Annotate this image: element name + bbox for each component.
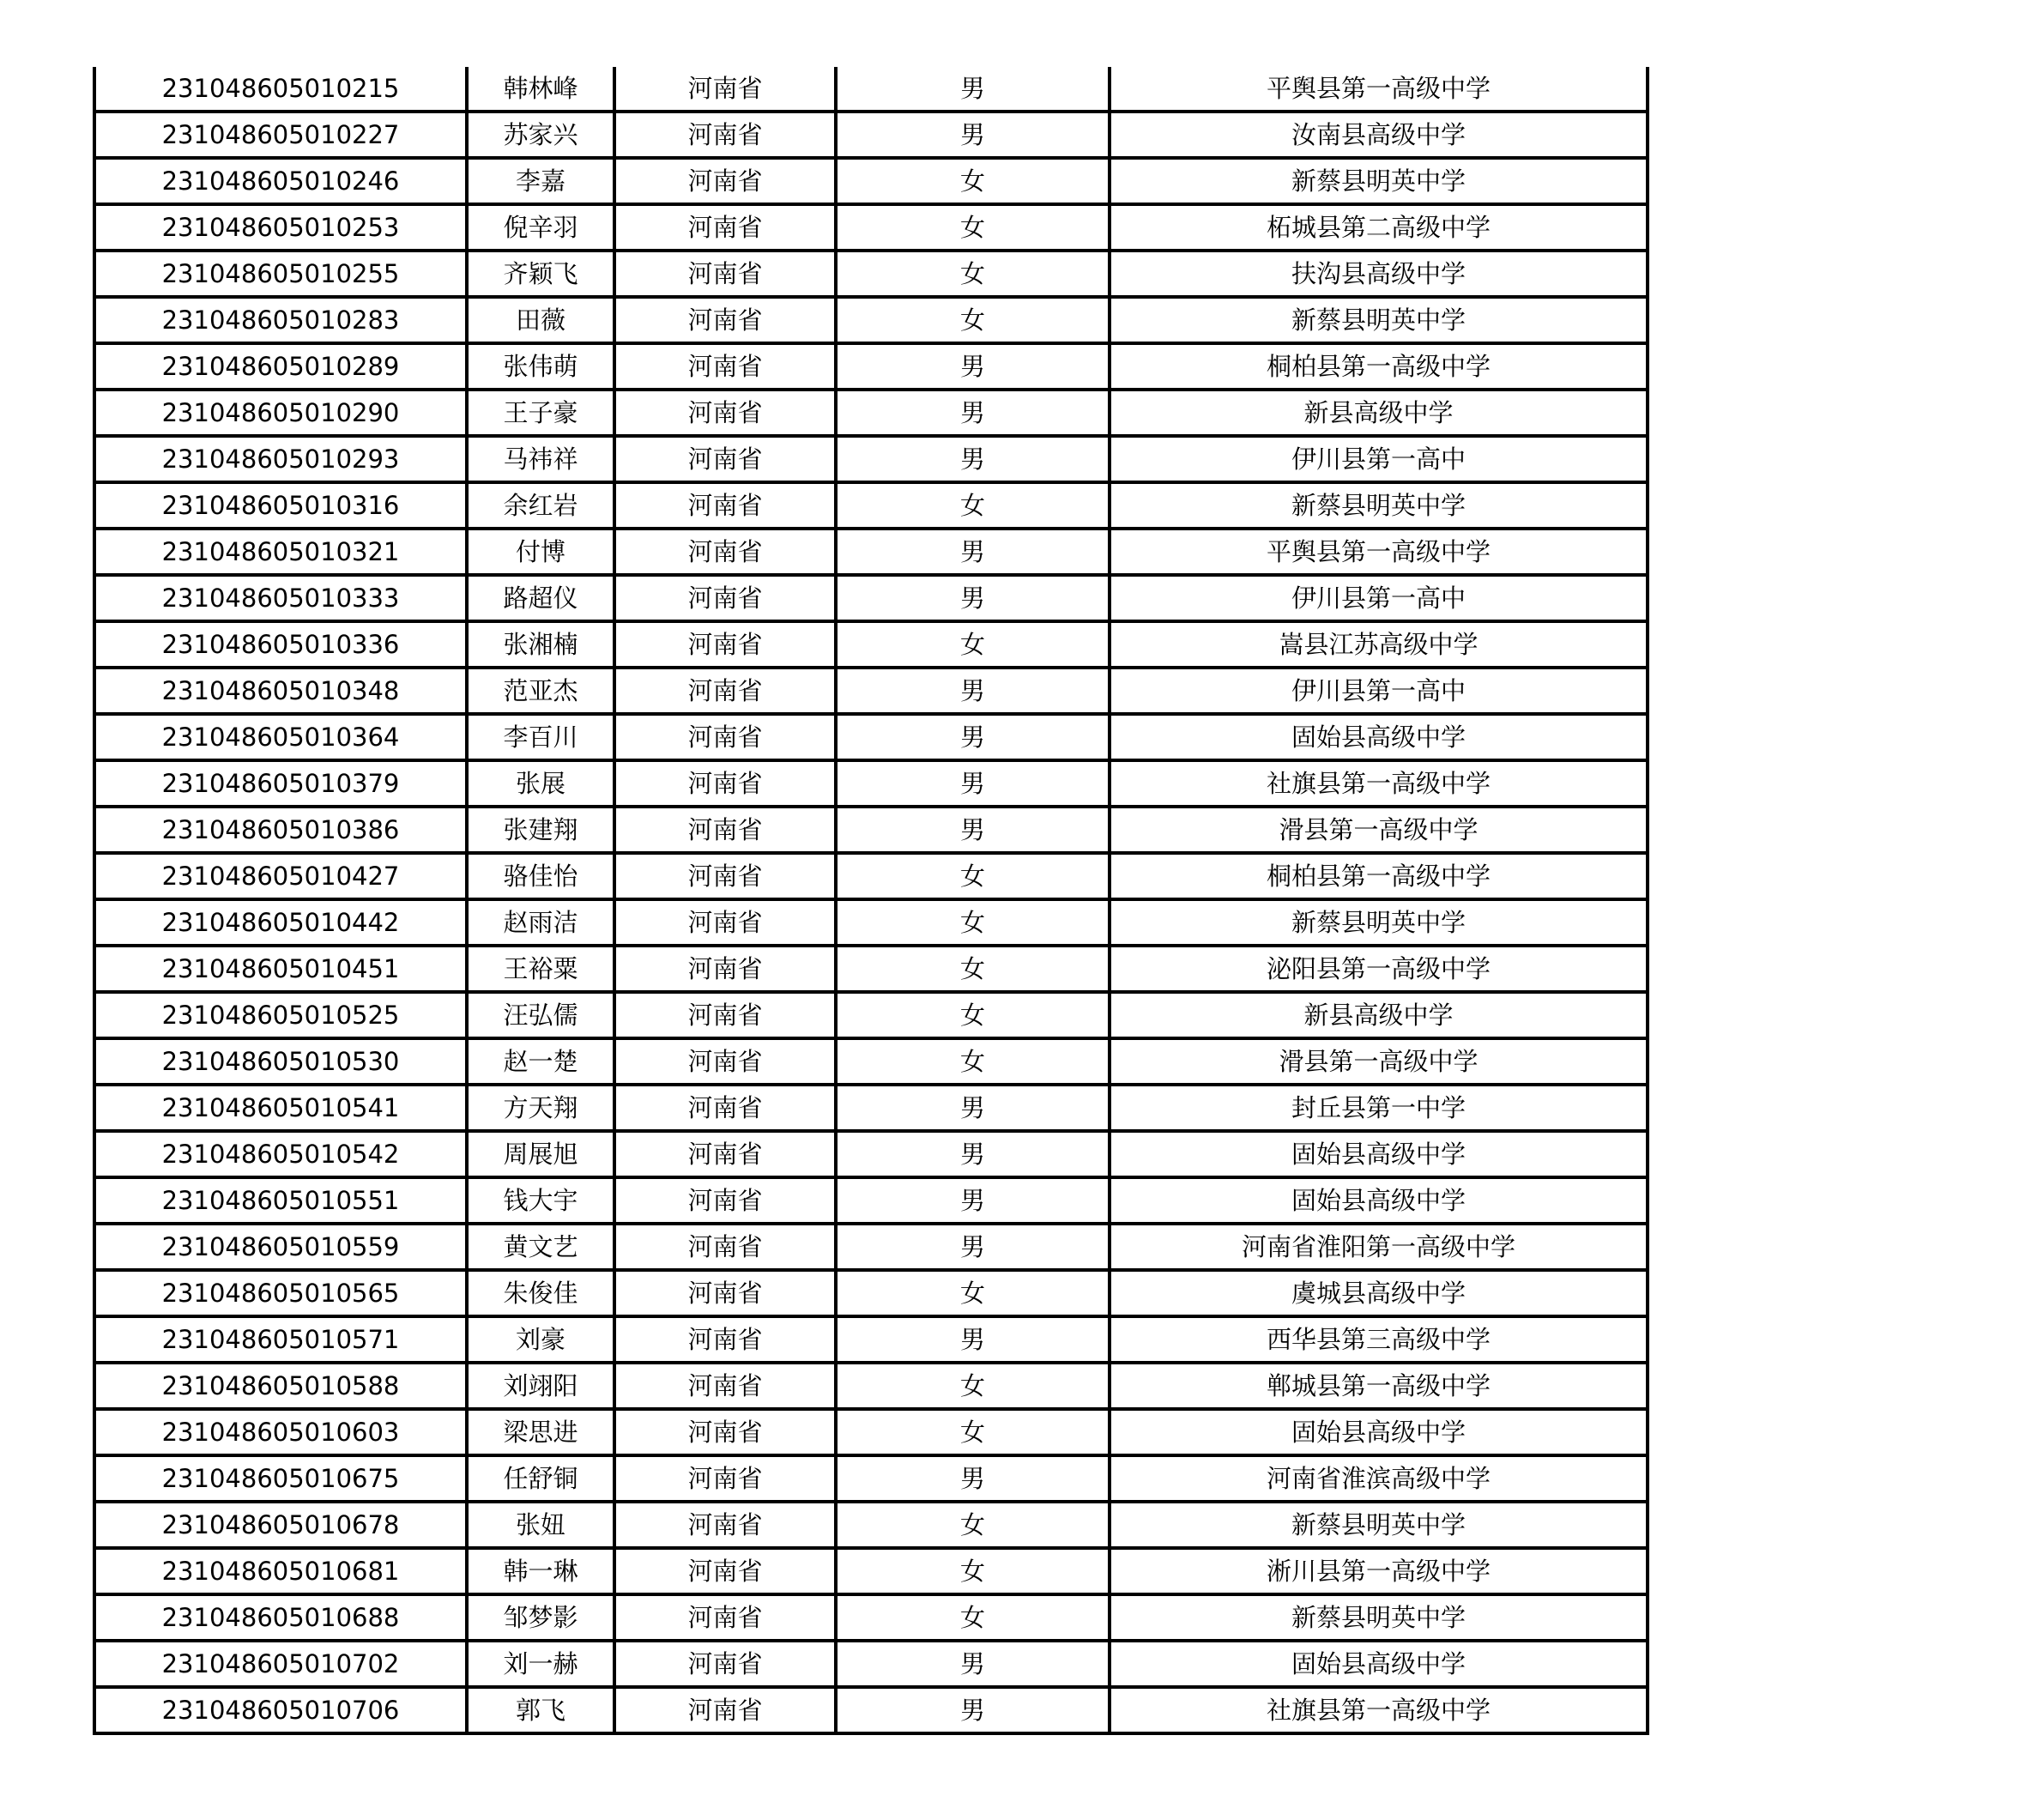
cell-gender: 男 <box>836 1687 1110 1733</box>
cell-id: 231048605010525 <box>94 992 467 1038</box>
table-row <box>94 668 1648 714</box>
cell-id: 231048605010688 <box>94 1594 467 1641</box>
table-row <box>94 1177 1648 1224</box>
cell-school: 滑县第一高级中学 <box>1110 1038 1648 1085</box>
cell-province: 河南省 <box>614 251 836 297</box>
cell-id: 231048605010427 <box>94 853 467 899</box>
cell-name: 苏家兴 <box>467 112 614 158</box>
table-row <box>94 67 1648 112</box>
cell-name: 钱大宇 <box>467 1177 614 1224</box>
cell-school: 社旗县第一高级中学 <box>1110 760 1648 807</box>
cell-school: 伊川县第一高中 <box>1110 575 1648 621</box>
cell-name: 朱俊佳 <box>467 1270 614 1316</box>
table-row <box>94 297 1648 343</box>
cell-name: 张妞 <box>467 1502 614 1548</box>
cell-school: 封丘县第一中学 <box>1110 1085 1648 1131</box>
cell-province: 河南省 <box>614 67 836 112</box>
cell-id: 231048605010551 <box>94 1177 467 1224</box>
cell-school: 社旗县第一高级中学 <box>1110 1687 1648 1733</box>
cell-province: 河南省 <box>614 1363 836 1409</box>
cell-school: 新蔡县明英中学 <box>1110 158 1648 204</box>
cell-province: 河南省 <box>614 482 836 529</box>
cell-gender: 女 <box>836 204 1110 251</box>
cell-school: 固始县高级中学 <box>1110 714 1648 760</box>
cell-gender: 男 <box>836 807 1110 853</box>
cell-id: 231048605010293 <box>94 436 467 482</box>
cell-school: 新蔡县明英中学 <box>1110 899 1648 946</box>
table-row <box>94 1038 1648 1085</box>
cell-province: 河南省 <box>614 112 836 158</box>
cell-school: 扶沟县高级中学 <box>1110 251 1648 297</box>
cell-name: 张展 <box>467 760 614 807</box>
cell-id: 231048605010442 <box>94 899 467 946</box>
cell-name: 韩一琳 <box>467 1548 614 1594</box>
cell-id: 231048605010565 <box>94 1270 467 1316</box>
cell-id: 231048605010675 <box>94 1455 467 1502</box>
table-row <box>94 760 1648 807</box>
cell-school: 伊川县第一高中 <box>1110 436 1648 482</box>
cell-gender: 女 <box>836 899 1110 946</box>
cell-school: 西华县第三高级中学 <box>1110 1316 1648 1363</box>
cell-gender: 女 <box>836 621 1110 668</box>
cell-school: 固始县高级中学 <box>1110 1409 1648 1455</box>
cell-name: 李嘉 <box>467 158 614 204</box>
table-row <box>94 1687 1648 1733</box>
cell-province: 河南省 <box>614 436 836 482</box>
cell-id: 231048605010541 <box>94 1085 467 1131</box>
cell-id: 231048605010316 <box>94 482 467 529</box>
table-row <box>94 714 1648 760</box>
student-table <box>93 67 1649 1735</box>
cell-id: 231048605010290 <box>94 390 467 436</box>
cell-province: 河南省 <box>614 1224 836 1270</box>
cell-gender: 男 <box>836 529 1110 575</box>
cell-id: 231048605010283 <box>94 297 467 343</box>
cell-id: 231048605010706 <box>94 1687 467 1733</box>
table-row <box>94 1409 1648 1455</box>
cell-province: 河南省 <box>614 1270 836 1316</box>
table-row <box>94 158 1648 204</box>
cell-id: 231048605010333 <box>94 575 467 621</box>
cell-gender: 女 <box>836 1270 1110 1316</box>
cell-province: 河南省 <box>614 1409 836 1455</box>
cell-gender: 男 <box>836 1316 1110 1363</box>
cell-school: 固始县高级中学 <box>1110 1131 1648 1177</box>
cell-gender: 男 <box>836 1455 1110 1502</box>
cell-school: 新蔡县明英中学 <box>1110 482 1648 529</box>
cell-name: 王子豪 <box>467 390 614 436</box>
cell-name: 邹梦影 <box>467 1594 614 1641</box>
cell-id: 231048605010336 <box>94 621 467 668</box>
cell-gender: 男 <box>836 436 1110 482</box>
cell-gender: 男 <box>836 1177 1110 1224</box>
cell-gender: 男 <box>836 1224 1110 1270</box>
cell-school: 平舆县第一高级中学 <box>1110 529 1648 575</box>
cell-school: 虞城县高级中学 <box>1110 1270 1648 1316</box>
table-row <box>94 621 1648 668</box>
cell-name: 任舒铜 <box>467 1455 614 1502</box>
cell-province: 河南省 <box>614 1641 836 1687</box>
cell-id: 231048605010530 <box>94 1038 467 1085</box>
cell-gender: 女 <box>836 946 1110 992</box>
cell-school: 固始县高级中学 <box>1110 1641 1648 1687</box>
cell-province: 河南省 <box>614 529 836 575</box>
table-row <box>94 853 1648 899</box>
table-row <box>94 204 1648 251</box>
cell-name: 韩林峰 <box>467 67 614 112</box>
cell-province: 河南省 <box>614 390 836 436</box>
table-row <box>94 482 1648 529</box>
cell-school: 汝南县高级中学 <box>1110 112 1648 158</box>
cell-province: 河南省 <box>614 1594 836 1641</box>
cell-name: 余红岩 <box>467 482 614 529</box>
cell-province: 河南省 <box>614 946 836 992</box>
cell-gender: 女 <box>836 158 1110 204</box>
cell-name: 方天翔 <box>467 1085 614 1131</box>
cell-province: 河南省 <box>614 760 836 807</box>
cell-gender: 女 <box>836 1502 1110 1548</box>
cell-id: 231048605010215 <box>94 67 467 112</box>
cell-school: 平舆县第一高级中学 <box>1110 67 1648 112</box>
cell-name: 刘豪 <box>467 1316 614 1363</box>
cell-id: 231048605010255 <box>94 251 467 297</box>
cell-gender: 男 <box>836 67 1110 112</box>
cell-school: 伊川县第一高中 <box>1110 668 1648 714</box>
cell-school: 郸城县第一高级中学 <box>1110 1363 1648 1409</box>
cell-school: 新蔡县明英中学 <box>1110 297 1648 343</box>
table-row <box>94 992 1648 1038</box>
table-row <box>94 1270 1648 1316</box>
cell-id: 231048605010289 <box>94 343 467 390</box>
table-row <box>94 1224 1648 1270</box>
table-row <box>94 1455 1648 1502</box>
cell-gender: 男 <box>836 112 1110 158</box>
table-row <box>94 529 1648 575</box>
cell-name: 黄文艺 <box>467 1224 614 1270</box>
table-row <box>94 1131 1648 1177</box>
cell-id: 231048605010227 <box>94 112 467 158</box>
cell-gender: 女 <box>836 251 1110 297</box>
cell-gender: 女 <box>836 1548 1110 1594</box>
cell-gender: 女 <box>836 992 1110 1038</box>
cell-gender: 女 <box>836 1409 1110 1455</box>
cell-name: 范亚杰 <box>467 668 614 714</box>
cell-gender: 男 <box>836 760 1110 807</box>
cell-name: 梁思进 <box>467 1409 614 1455</box>
cell-school: 河南省淮滨高级中学 <box>1110 1455 1648 1502</box>
cell-gender: 女 <box>836 1363 1110 1409</box>
cell-name: 赵雨洁 <box>467 899 614 946</box>
cell-id: 231048605010681 <box>94 1548 467 1594</box>
cell-name: 张建翔 <box>467 807 614 853</box>
cell-id: 231048605010603 <box>94 1409 467 1455</box>
cell-name: 路超仪 <box>467 575 614 621</box>
cell-name: 刘翊阳 <box>467 1363 614 1409</box>
cell-province: 河南省 <box>614 714 836 760</box>
cell-name: 张湘楠 <box>467 621 614 668</box>
cell-gender: 女 <box>836 853 1110 899</box>
table-row <box>94 1085 1648 1131</box>
cell-id: 231048605010321 <box>94 529 467 575</box>
cell-name: 刘一赫 <box>467 1641 614 1687</box>
cell-name: 王裕粟 <box>467 946 614 992</box>
cell-gender: 男 <box>836 1641 1110 1687</box>
cell-id: 231048605010364 <box>94 714 467 760</box>
cell-gender: 男 <box>836 714 1110 760</box>
cell-gender: 男 <box>836 1131 1110 1177</box>
cell-school: 新蔡县明英中学 <box>1110 1502 1648 1548</box>
cell-gender: 男 <box>836 668 1110 714</box>
cell-province: 河南省 <box>614 621 836 668</box>
cell-province: 河南省 <box>614 1038 836 1085</box>
cell-id: 231048605010451 <box>94 946 467 992</box>
cell-province: 河南省 <box>614 1131 836 1177</box>
cell-id: 231048605010588 <box>94 1363 467 1409</box>
cell-school: 柘城县第二高级中学 <box>1110 204 1648 251</box>
table-row <box>94 575 1648 621</box>
cell-school: 桐柏县第一高级中学 <box>1110 853 1648 899</box>
table-row <box>94 436 1648 482</box>
cell-school: 滑县第一高级中学 <box>1110 807 1648 853</box>
cell-province: 河南省 <box>614 1502 836 1548</box>
cell-school: 泌阳县第一高级中学 <box>1110 946 1648 992</box>
cell-school: 新县高级中学 <box>1110 992 1648 1038</box>
cell-gender: 女 <box>836 1038 1110 1085</box>
cell-id: 231048605010559 <box>94 1224 467 1270</box>
cell-province: 河南省 <box>614 158 836 204</box>
cell-name: 齐颖飞 <box>467 251 614 297</box>
cell-gender: 女 <box>836 482 1110 529</box>
cell-name: 张伟萌 <box>467 343 614 390</box>
cell-id: 231048605010702 <box>94 1641 467 1687</box>
cell-id: 231048605010386 <box>94 807 467 853</box>
cell-gender: 男 <box>836 343 1110 390</box>
cell-province: 河南省 <box>614 899 836 946</box>
cell-id: 231048605010379 <box>94 760 467 807</box>
cell-name: 李百川 <box>467 714 614 760</box>
cell-province: 河南省 <box>614 204 836 251</box>
cell-school: 新蔡县明英中学 <box>1110 1594 1648 1641</box>
cell-province: 河南省 <box>614 343 836 390</box>
cell-name: 汪弘儒 <box>467 992 614 1038</box>
table-row <box>94 946 1648 992</box>
cell-name: 周展旭 <box>467 1131 614 1177</box>
student-table-body <box>94 67 1648 1733</box>
cell-province: 河南省 <box>614 1687 836 1733</box>
cell-gender: 男 <box>836 390 1110 436</box>
cell-id: 231048605010246 <box>94 158 467 204</box>
cell-province: 河南省 <box>614 1177 836 1224</box>
cell-gender: 女 <box>836 297 1110 343</box>
table-row <box>94 1641 1648 1687</box>
table-row <box>94 1502 1648 1548</box>
table-row <box>94 390 1648 436</box>
cell-name: 倪辛羽 <box>467 204 614 251</box>
cell-gender: 女 <box>836 1594 1110 1641</box>
cell-province: 河南省 <box>614 1316 836 1363</box>
table-row <box>94 899 1648 946</box>
cell-school: 淅川县第一高级中学 <box>1110 1548 1648 1594</box>
cell-name: 赵一楚 <box>467 1038 614 1085</box>
cell-province: 河南省 <box>614 807 836 853</box>
cell-school: 新县高级中学 <box>1110 390 1648 436</box>
cell-name: 田薇 <box>467 297 614 343</box>
cell-school: 嵩县江苏高级中学 <box>1110 621 1648 668</box>
table-row <box>94 1363 1648 1409</box>
cell-name: 骆佳怡 <box>467 853 614 899</box>
cell-province: 河南省 <box>614 668 836 714</box>
cell-school: 河南省淮阳第一高级中学 <box>1110 1224 1648 1270</box>
cell-province: 河南省 <box>614 297 836 343</box>
cell-id: 231048605010348 <box>94 668 467 714</box>
cell-gender: 男 <box>836 575 1110 621</box>
cell-school: 固始县高级中学 <box>1110 1177 1648 1224</box>
cell-province: 河南省 <box>614 575 836 621</box>
cell-id: 231048605010253 <box>94 204 467 251</box>
cell-id: 231048605010678 <box>94 1502 467 1548</box>
cell-province: 河南省 <box>614 992 836 1038</box>
cell-id: 231048605010542 <box>94 1131 467 1177</box>
cell-province: 河南省 <box>614 1085 836 1131</box>
table-row <box>94 343 1648 390</box>
cell-province: 河南省 <box>614 1455 836 1502</box>
cell-province: 河南省 <box>614 853 836 899</box>
cell-id: 231048605010571 <box>94 1316 467 1363</box>
cell-gender: 男 <box>836 1085 1110 1131</box>
table-row <box>94 1548 1648 1594</box>
table-row <box>94 1594 1648 1641</box>
cell-name: 郭飞 <box>467 1687 614 1733</box>
table-row <box>94 112 1648 158</box>
cell-province: 河南省 <box>614 1548 836 1594</box>
cell-name: 马祎祥 <box>467 436 614 482</box>
cell-school: 桐柏县第一高级中学 <box>1110 343 1648 390</box>
table-row <box>94 1316 1648 1363</box>
table-row <box>94 251 1648 297</box>
cell-name: 付博 <box>467 529 614 575</box>
table-row <box>94 807 1648 853</box>
